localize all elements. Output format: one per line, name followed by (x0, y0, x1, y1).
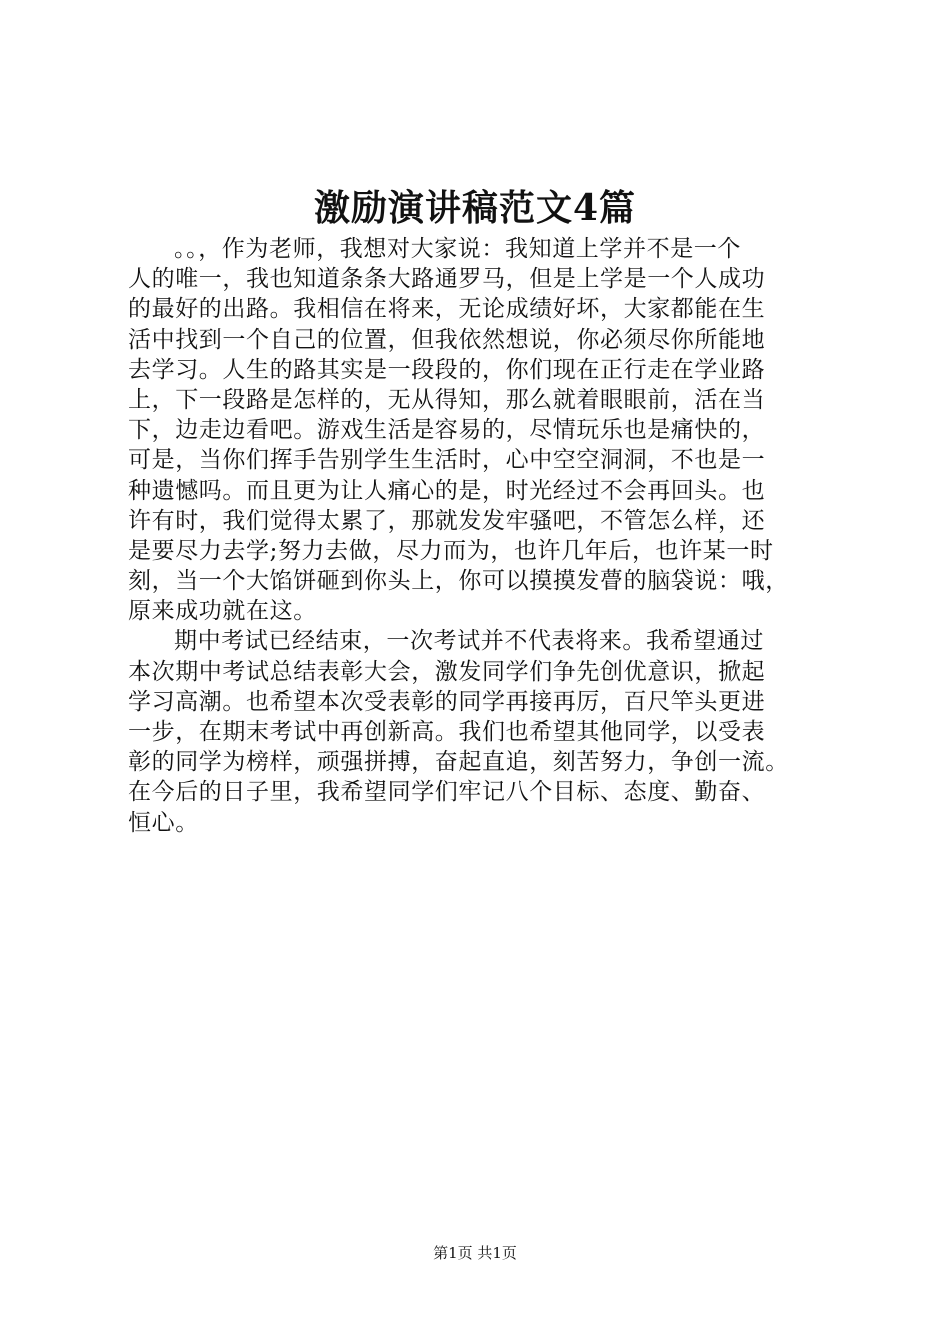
text-line: 刻，当一个大馅饼砸到你头上，你可以摸摸发瞢的脑袋说：哦， (128, 568, 789, 595)
text-line: 在今后的日子里，我希望同学们牢记八个目标、态度、勤奋、 (128, 779, 766, 806)
text-line: 一步，在期末考试中再创新高。我们也希望其他同学，以受表 (128, 719, 766, 745)
text-line: 是要尽力去学;努力去做，尽力而为，也许几年后，也许某一时 (128, 537, 774, 564)
text-line: 原来成功就在这。 (128, 598, 317, 625)
text-line: 本次期中考试总结表彰大会，激发同学们争先创优意识，掀起 (128, 658, 766, 685)
text-line: 人的唯一，我也知道条条大路通罗马，但是上学是一个人成功 (128, 266, 766, 293)
page-number: 第1页 共1页 (433, 1244, 517, 1262)
text-line: 许有时，我们觉得太累了，那就发发牢骚吧，不管怎么样，还 (128, 507, 766, 534)
text-line: 可是，当你们挥手告别学生生活时，心中空空洞洞，不也是一 (128, 447, 766, 474)
text-line: 种遗憾吗。而且更为让人痛心的是，时光经过不会再回头。也 (128, 477, 766, 504)
text-line: 期中考试已经结束，一次考试并不代表将来。我希望通过 (174, 628, 764, 655)
text-line: 上，下一段路是怎样的，无从得知，那么就着眼眼前，活在当 (128, 386, 766, 413)
text-line: 恒心。 (128, 809, 199, 836)
text-line: 。。，作为老师，我想对大家说：我知道上学并不是一个 (174, 236, 741, 262)
paragraph-1 (128, 234, 840, 626)
text-line: 活中找到一个自己的位置，但我依然想说，你必须尽你所能地 (128, 326, 766, 353)
text-line: 去学习。人生的路其实是一段段的，你们现在正行走在学业路 (128, 356, 766, 383)
text-line: 下，边走边看吧。游戏生活是容易的，尽情玩乐也是痛快的， (128, 417, 766, 444)
text-line: 的最好的出路。我相信在将来，无论成绩好坏，大家都能在生 (128, 296, 766, 323)
paragraph-2 (128, 626, 840, 837)
text-line: 学习高潮。也希望本次受表彰的同学再接再厉，百尺竿头更进 (128, 688, 766, 715)
document-body (128, 234, 840, 838)
text-line: 彰的同学为榜样，顽强拼搏，奋起直追，刻苦努力，争创一流。 (128, 749, 789, 776)
page-title: 激励演讲稿范文4篇 (313, 187, 637, 229)
